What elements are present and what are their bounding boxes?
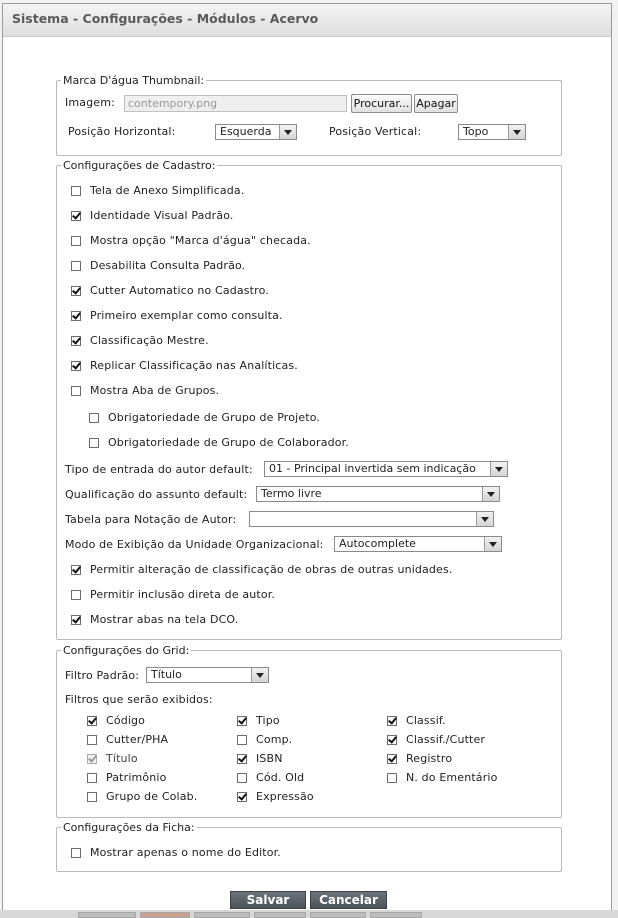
grid-filter-col2-1-checkbox[interactable] <box>237 716 247 726</box>
cadastro-option-5-checkbox[interactable] <box>71 286 81 296</box>
unidade-select[interactable] <box>334 536 502 552</box>
grid-filter-col2-3-checkbox[interactable] <box>237 754 247 764</box>
shown-filters-label: Filtros que serão exibidos: <box>65 693 213 706</box>
grid-filter-col2-1-label: Tipo <box>256 714 280 727</box>
dialog-title: Sistema - Configurações - Módulos - Acervo <box>3 4 611 37</box>
cadastro-extra-option-1-checkbox[interactable] <box>71 565 81 575</box>
grid-legend: Configurações do Grid: <box>63 644 190 657</box>
settings-dialog <box>2 3 612 918</box>
grid-filter-col3-4-label: N. do Ementário <box>406 771 498 784</box>
ficha-editor-only-label: Mostrar apenas o nome do Editor. <box>90 846 281 859</box>
cadastro-extra-option-2-checkbox[interactable] <box>71 590 81 600</box>
assunto-value: Termo livre <box>261 487 322 500</box>
taskbar-item[interactable] <box>194 912 250 918</box>
grid-filter-col1-4-checkbox[interactable] <box>87 773 97 783</box>
notacao-select[interactable] <box>249 511 494 527</box>
cadastro-option-9-label: Mostra Aba de Grupos. <box>90 384 220 397</box>
grid-filter-col2-4-checkbox[interactable] <box>237 773 247 783</box>
autor-tipo-select[interactable] <box>264 461 508 477</box>
cadastro-option-2-label: Identidade Visual Padrão. <box>90 209 234 222</box>
ficha-legend: Configurações da Ficha: <box>63 821 195 834</box>
cadastro-option-1-label: Tela de Anexo Simplificada. <box>90 184 245 197</box>
grid-filter-col1-3-checkbox <box>87 754 97 764</box>
grid-filter-col1-2-label: Cutter/PHA <box>106 733 169 746</box>
vertical-position-value: Topo <box>463 125 489 138</box>
grid-filter-col3-1-label: Classif. <box>406 714 446 727</box>
cadastro-option-6-label: Primeiro exemplar como consulta. <box>90 309 283 322</box>
cadastro-legend: Configurações de Cadastro: <box>63 159 216 172</box>
chevron-down-icon <box>279 125 296 139</box>
browse-button[interactable]: Procurar... <box>351 94 412 113</box>
cadastro-option-8-checkbox[interactable] <box>71 361 81 371</box>
cancel-button[interactable]: Cancelar <box>310 891 387 909</box>
cadastro-extra-option-2-label: Permitir inclusão direta de autor. <box>90 588 276 601</box>
taskbar-item[interactable] <box>78 912 136 918</box>
assunto-label: Qualificação do assunto default: <box>65 488 248 501</box>
cadastro-option-9-checkbox[interactable] <box>71 386 81 396</box>
grupo-option-1-label: Obrigatoriedade de Grupo de Projeto. <box>108 411 321 424</box>
grid-filter-col2-5-label: Expressão <box>256 790 314 803</box>
grid-filter-col2-2-checkbox[interactable] <box>237 735 247 745</box>
cadastro-option-4-checkbox[interactable] <box>71 261 81 271</box>
taskbar-item[interactable] <box>254 912 306 918</box>
horizontal-position-label: Posição Horizontal: <box>68 125 176 138</box>
chevron-down-icon <box>251 668 268 682</box>
cadastro-extra-option-3-label: Mostrar abas na tela DCO. <box>90 613 239 626</box>
chevron-down-icon <box>482 487 499 501</box>
taskbar-item[interactable] <box>370 912 422 918</box>
grid-filter-col1-2-checkbox[interactable] <box>87 735 97 745</box>
cadastro-extra-option-1-label: Permitir alteração de classificação de obras de outras unidades. <box>90 563 453 576</box>
default-filter-select[interactable] <box>146 667 269 683</box>
cadastro-option-5-label: Cutter Automatico no Cadastro. <box>90 284 269 297</box>
grid-filter-col3-4-checkbox[interactable] <box>387 773 397 783</box>
grid-filter-col1-4-label: Patrimônio <box>106 771 167 784</box>
watermark-legend: Marca D'água Thumbnail: <box>63 74 205 87</box>
cadastro-option-8-label: Replicar Classificação nas Analíticas. <box>90 359 298 372</box>
cadastro-option-3-label: Mostra opção "Marca d'água" checada. <box>90 234 311 247</box>
autor-tipo-value: 01 - Principal invertida sem indicação <box>269 462 476 475</box>
grid-filter-col1-5-label: Grupo de Colab. <box>106 790 198 803</box>
grid-filter-col3-2-label: Classif./Cutter <box>406 733 486 746</box>
grid-filter-col3-3-checkbox[interactable] <box>387 754 397 764</box>
cadastro-option-7-label: Classificação Mestre. <box>90 334 209 347</box>
cadastro-option-2-checkbox[interactable] <box>71 211 81 221</box>
chevron-down-icon <box>508 125 525 139</box>
horizontal-position-select[interactable] <box>215 124 297 140</box>
grid-filter-col2-3-label: ISBN <box>256 752 283 765</box>
grid-filter-col3-2-checkbox[interactable] <box>387 735 397 745</box>
grupo-option-2-label: Obrigatoriedade de Grupo de Colaborador. <box>108 436 349 449</box>
ficha-editor-only-checkbox[interactable] <box>71 848 81 858</box>
image-label: Imagem: <box>65 96 115 109</box>
grid-filter-col3-1-checkbox[interactable] <box>387 716 397 726</box>
grid-filter-col2-2-label: Comp. <box>256 733 293 746</box>
chevron-down-icon <box>484 537 501 551</box>
grid-filter-col2-4-label: Cód. Old <box>256 771 305 784</box>
grid-filter-col2-5-checkbox[interactable] <box>237 792 247 802</box>
vertical-position-select[interactable] <box>458 124 526 140</box>
taskbar <box>0 910 618 918</box>
grid-filter-col1-5-checkbox[interactable] <box>87 792 97 802</box>
grid-filter-col1-3-label: Título <box>106 752 138 765</box>
taskbar-item[interactable] <box>140 912 190 918</box>
assunto-select[interactable] <box>256 486 500 502</box>
cadastro-option-3-checkbox[interactable] <box>71 236 81 246</box>
horizontal-position-value: Esquerda <box>220 125 272 138</box>
cadastro-extra-option-3-checkbox[interactable] <box>71 615 81 625</box>
save-button[interactable]: Salvar <box>230 891 306 909</box>
cadastro-option-7-checkbox[interactable] <box>71 336 81 346</box>
notacao-label: Tabela para Notação de Autor: <box>65 513 237 526</box>
grid-filter-col3-3-label: Registro <box>406 752 453 765</box>
chevron-down-icon <box>490 462 507 476</box>
watermark-fieldset <box>56 74 562 156</box>
vertical-position-label: Posição Vertical: <box>329 125 422 138</box>
unidade-value: Autocomplete <box>339 537 416 550</box>
delete-image-button[interactable]: Apagar <box>414 94 458 113</box>
image-path-input[interactable]: contempory.png <box>124 95 347 112</box>
cadastro-option-4-label: Desabilita Consulta Padrão. <box>90 259 246 272</box>
autor-tipo-label: Tipo de entrada do autor default: <box>65 463 253 476</box>
default-filter-label: Filtro Padrão: <box>65 669 140 682</box>
taskbar-item[interactable] <box>310 912 366 918</box>
grupo-option-1-checkbox[interactable] <box>89 413 99 423</box>
cadastro-option-6-checkbox[interactable] <box>71 311 81 321</box>
grupo-option-2-checkbox[interactable] <box>89 438 99 448</box>
default-filter-value: Título <box>151 668 182 681</box>
unidade-label: Modo de Exibição da Unidade Organizacional: <box>65 538 324 551</box>
chevron-down-icon <box>476 512 493 526</box>
grid-filter-col1-1-label: Código <box>106 714 146 727</box>
cadastro-option-1-checkbox[interactable] <box>71 186 81 196</box>
grid-filter-col1-1-checkbox[interactable] <box>87 716 97 726</box>
